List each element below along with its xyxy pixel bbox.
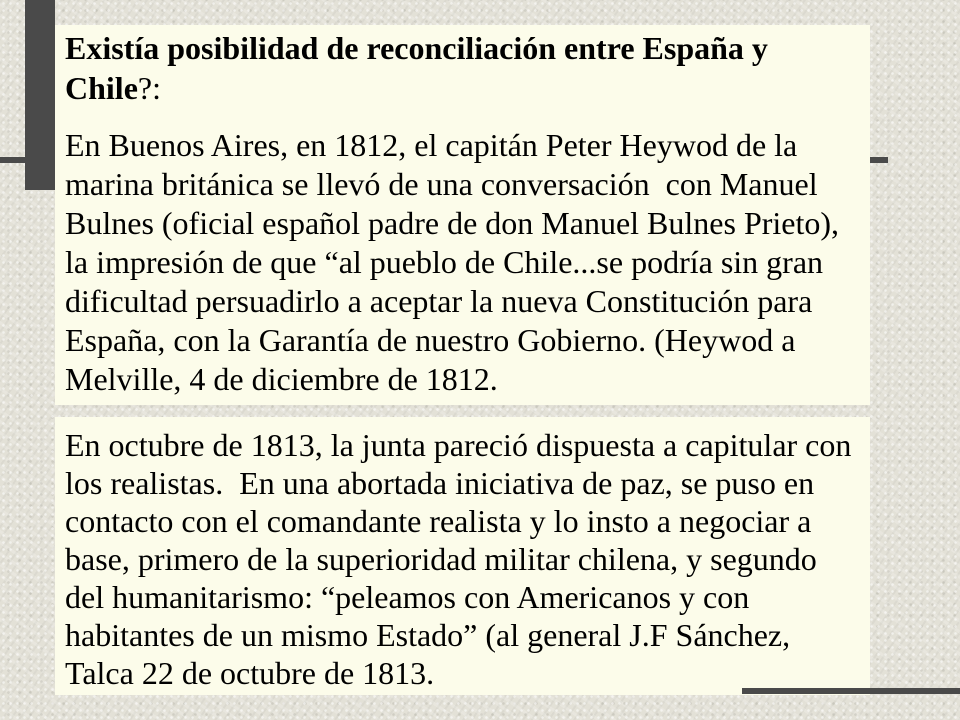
divider-line-bottom — [742, 688, 960, 694]
paragraph-line: la impresión de que “al pueblo de Chile...se podría sin gran — [65, 244, 824, 280]
paragraph-line: del humanitarismo: “peleamos con Americanos y con — [65, 579, 750, 615]
text-box-top — [55, 25, 870, 405]
divider-line-right — [870, 157, 888, 163]
title-bold-text: Chile — [65, 70, 138, 106]
paragraph-line: Melville, 4 de diciembre de 1812. — [65, 361, 498, 397]
paragraph-line: dificultad persuadirlo a aceptar la nueva Constitución para — [65, 283, 813, 319]
paragraph-line: Talca 22 de octubre de 1813. — [65, 655, 435, 691]
paragraph-line: contacto con el comandante realista y lo insto a negociar a — [65, 503, 812, 539]
paragraph-line: habitantes de un mismo Estado” (al general J.F Sánchez, — [65, 617, 791, 653]
paragraph-line: En octubre de 1813, la junta pareció dispuesta a capitular con — [65, 427, 852, 463]
title-punctuation: ?: — [137, 70, 161, 106]
title-line: Existía posibilidad de reconciliación entre España y — [65, 30, 768, 66]
divider-line-left — [0, 157, 55, 163]
slide-title — [65, 28, 870, 108]
paragraph-line: base, primero de la superioridad militar chilena, y segundo — [65, 541, 817, 577]
title-line — [65, 68, 870, 108]
paragraph-line: los realistas. En una abortada iniciativa de paz, se puso en — [65, 465, 815, 501]
paragraph-line: Bulnes (oficial español padre de don Manuel Bulnes Prieto), — [65, 205, 840, 241]
body-paragraph — [65, 426, 870, 692]
text-box-bottom — [55, 417, 870, 695]
body-paragraph — [65, 126, 870, 399]
paragraph-line: marina británica se llevó de una conversación con Manuel — [65, 166, 818, 202]
paragraph-line: España, con la Garantía de nuestro Gobierno. (Heywod a — [65, 322, 796, 358]
paragraph-line: En Buenos Aires, en 1812, el capitán Peter Heywod de la — [65, 127, 798, 163]
